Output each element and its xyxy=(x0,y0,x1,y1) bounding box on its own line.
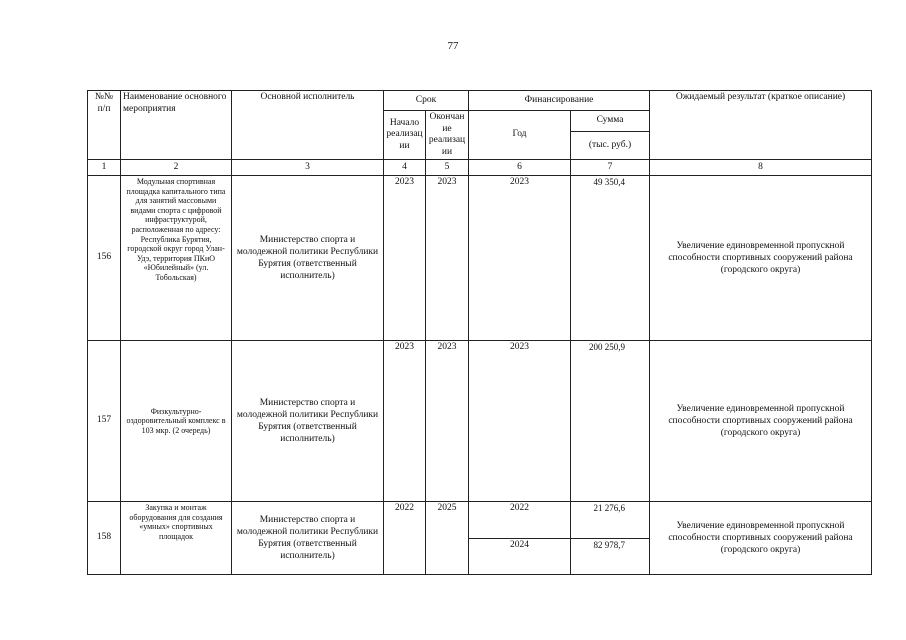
row-end: 2023 xyxy=(426,341,469,502)
row-year: 2022 xyxy=(469,502,571,539)
row-start: 2022 xyxy=(384,502,426,575)
row-start: 2023 xyxy=(384,341,426,502)
header-result: Ожидаемый результат (краткое описание) xyxy=(650,91,872,160)
row-name: Физкультурно-оздоровительный комплекс в 103 мкр. (2 очередь) xyxy=(121,341,232,502)
row-end: 2023 xyxy=(426,176,469,341)
header-financing: Финансирование xyxy=(469,91,650,111)
column-number: 5 xyxy=(426,160,469,176)
row-sum: 21 276,6 xyxy=(571,502,650,539)
column-number: 7 xyxy=(571,160,650,176)
row-sum: 200 250,9 xyxy=(571,341,650,502)
header-year: Год xyxy=(469,111,571,160)
row-sum: 82 978,7 xyxy=(571,539,650,575)
column-number: 1 xyxy=(88,160,121,176)
column-numbers-row xyxy=(88,160,872,176)
header-sum-unit: (тыс. руб.) xyxy=(571,132,650,160)
row-number: 157 xyxy=(88,341,121,502)
table-row xyxy=(88,341,872,502)
row-result: Увеличение единовременной пропускной способности спортивных сооружений района (городского округа) xyxy=(650,176,872,341)
column-number: 8 xyxy=(650,160,872,176)
column-number: 3 xyxy=(232,160,384,176)
header-executor: Основной исполнитель xyxy=(232,91,384,160)
row-year: 2023 xyxy=(469,341,571,502)
row-start: 2023 xyxy=(384,176,426,341)
page-bottom-margin xyxy=(0,582,906,640)
column-number: 4 xyxy=(384,160,426,176)
row-end: 2025 xyxy=(426,502,469,575)
row-result: Увеличение единовременной пропускной способности спортивных сооружений района (городского округа) xyxy=(650,341,872,502)
header-period: Срок xyxy=(384,91,469,111)
row-number: 158 xyxy=(88,502,121,575)
header-name: Наименование основного мероприятия xyxy=(121,91,232,160)
header-num: №№ п/п xyxy=(88,91,121,160)
row-name: Закупка и монтаж оборудования для создания «умных» спортивных площадок xyxy=(121,502,232,575)
header-start: Начало реализации xyxy=(384,111,426,160)
row-sum: 49 350,4 xyxy=(571,176,650,341)
table-row xyxy=(88,502,872,539)
page-number: 77 xyxy=(447,40,459,52)
row-result: Увеличение единовременной пропускной способности спортивных сооружений района (городского округа) xyxy=(650,502,872,575)
row-year: 2024 xyxy=(469,539,571,575)
column-number: 2 xyxy=(121,160,232,176)
row-executor: Министерство спорта и молодежной политики Республики Бурятия (ответственный исполнитель) xyxy=(232,502,384,575)
header-sum: Сумма xyxy=(571,111,650,132)
row-name: Модульная спортивная площадка капитального типа для занятий массовыми видами спорта с цифровой инфраструктурой, расположенная по адресу: Республика Бурятия, городской округ город Улан-Удэ, территория ПКиО «Юбилейный» (ул. Тобольская) xyxy=(121,176,232,341)
activities-table xyxy=(87,90,872,575)
table-row xyxy=(88,176,872,341)
row-executor: Министерство спорта и молодежной политики Республики Бурятия (ответственный исполнитель) xyxy=(232,341,384,502)
column-number: 6 xyxy=(469,160,571,176)
row-year: 2023 xyxy=(469,176,571,341)
row-executor: Министерство спорта и молодежной политики Республики Бурятия (ответственный исполнитель) xyxy=(232,176,384,341)
row-number: 156 xyxy=(88,176,121,341)
header-end: Окончание реализации xyxy=(426,111,469,160)
